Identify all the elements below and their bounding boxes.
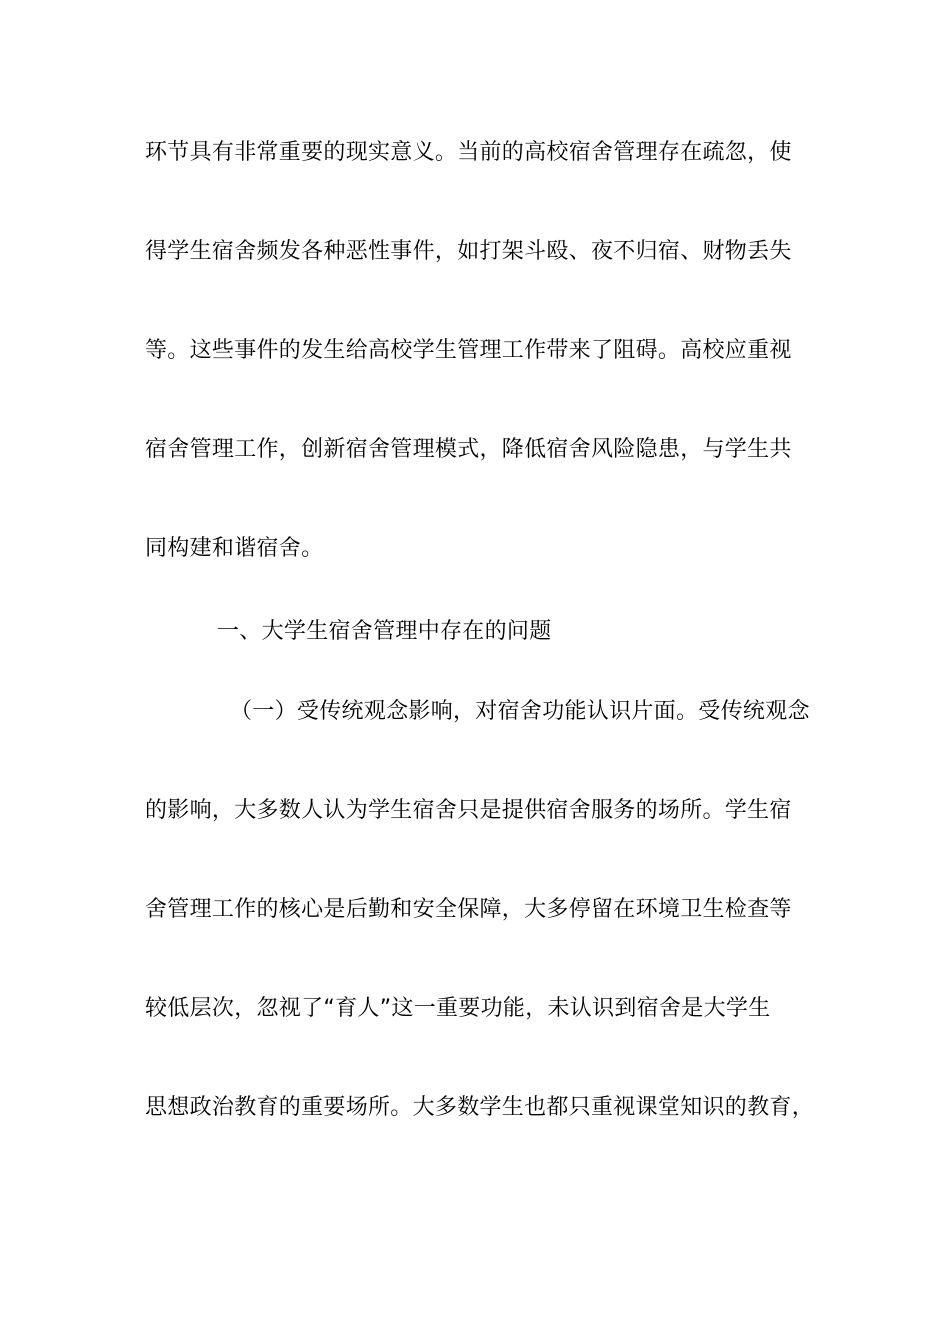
paragraph-line: 等。这些事件的发生给高校学生管理工作带来了阻碍。高校应重视 — [145, 338, 792, 363]
paragraph-line: 环节具有非常重要的现实意义。当前的高校宿舍管理存在疏忽，使 — [145, 140, 792, 165]
section-heading: 一、大学生宿舍管理中存在的问题 — [217, 619, 552, 644]
paragraph-line: 宿舍管理工作，创新宿舍管理模式，降低宿舍风险隐患，与学生共 — [145, 437, 792, 462]
paragraph-line: 较低层次，忽视了“育人”这一重要功能，未认识到宿舍是大学生 — [145, 996, 771, 1021]
paragraph-line: 得学生宿舍频发各种恶性事件，如打架斗殴、夜不归宿、财物丢失 — [145, 239, 792, 264]
paragraph-line: 舍管理工作的核心是后勤和安全保障，大多停留在环境卫生检查等 — [145, 897, 792, 922]
subsection-line: （一）受传统观念影响，对宿舍功能认识片面。受传统观念 — [230, 699, 810, 724]
paragraph-line: 同构建和谐宿舍。 — [145, 536, 324, 561]
paragraph-line: 思想政治教育的重要场所。大多数学生也都只重视课堂知识的教育， — [145, 1095, 815, 1120]
paragraph-line: 的影响，大多数人认为学生宿舍只是提供宿舍服务的场所。学生宿 — [145, 798, 792, 823]
